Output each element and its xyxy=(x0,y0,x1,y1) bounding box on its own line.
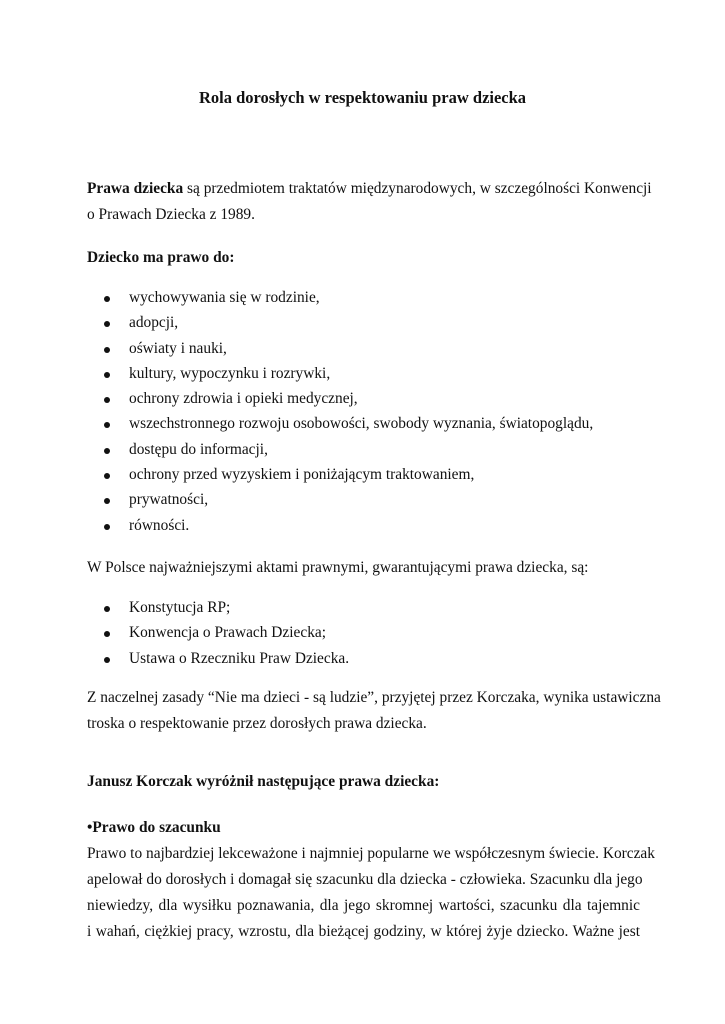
intro-lead: Prawa dziecka xyxy=(87,180,184,197)
bullet-icon xyxy=(104,524,110,530)
list-item: wychowywania się w rodzinie, xyxy=(87,285,640,310)
bullet-icon xyxy=(104,372,110,378)
respect-line-3: niewiedzy, dla wysiłku poznawania, dla jego skromnej wartości, szacunku dla tajemnic xyxy=(87,897,640,914)
principle-paragraph xyxy=(87,685,661,737)
bullet-icon xyxy=(104,498,110,504)
bullet-icon xyxy=(104,347,110,353)
principle-line-1: Z naczelnej zasady “Nie ma dzieci - są ludzie”, przyjętej przez Korczaka, wynika ustawiczna xyxy=(87,689,661,706)
respect-heading: •Prawo do szacunku xyxy=(87,819,221,836)
bullet-icon xyxy=(104,321,110,327)
rights-heading: Dziecko ma prawo do: xyxy=(87,249,235,266)
korczak-heading: Janusz Korczak wyróżnił następujące prawa dziecka: xyxy=(87,773,440,790)
list-item: dostępu do informacji, xyxy=(87,437,640,462)
bullet-icon xyxy=(104,473,110,479)
intro-paragraph xyxy=(87,176,652,228)
bullet-icon xyxy=(104,606,110,612)
intro-line-2: o Prawach Dziecka z 1989. xyxy=(87,206,255,223)
list-item: oświaty i nauki, xyxy=(87,336,640,361)
bullet-icon xyxy=(104,448,110,454)
respect-line-2: apelował do dorosłych i domagał się szacunku dla dziecka - człowieka. Szacunku dla jego xyxy=(87,871,643,888)
intro-line-1: są przedmiotem traktatów międzynarodowych, w szczególności Konwencji xyxy=(183,180,652,197)
list-item: wszechstronnego rozwoju osobowości, swobody wyznania, światopoglądu, xyxy=(87,411,640,436)
list-item: prywatności, xyxy=(87,487,640,512)
bullet-icon xyxy=(104,422,110,428)
list-item: Ustawa o Rzeczniku Praw Dziecka. xyxy=(87,646,640,671)
acts-list xyxy=(87,595,640,671)
list-item: ochrony przed wyzyskiem i poniżającym traktowaniem, xyxy=(87,462,640,487)
list-item: równości. xyxy=(87,513,640,538)
bullet-icon xyxy=(104,296,110,302)
bullet-icon xyxy=(104,397,110,403)
document-title: Rola dorosłych w respektowaniu praw dziecka xyxy=(198,88,527,107)
principle-line-2: troska o respektowanie przez dorosłych prawa dziecka. xyxy=(87,715,427,732)
rights-list xyxy=(87,285,640,538)
bullet-icon xyxy=(104,657,110,663)
bullet-icon xyxy=(104,631,110,637)
list-item: ochrony zdrowia i opieki medycznej, xyxy=(87,386,640,411)
list-item: adopcji, xyxy=(87,310,640,335)
poland-sentence: W Polsce najważniejszymi aktami prawnymi, gwarantującymi prawa dziecka, są: xyxy=(87,559,589,576)
respect-line-1: Prawo to najbardziej lekceważone i najmniej popularne we współczesnym świecie. Korczak xyxy=(87,845,655,862)
list-item: kultury, wypoczynku i rozrywki, xyxy=(87,361,640,386)
respect-line-4: i wahań, ciężkiej pracy, wzrostu, dla bieżącej godziny, w której żyje dziecko. Ważne jest xyxy=(87,923,640,940)
list-item: Konwencja o Prawach Dziecka; xyxy=(87,620,640,645)
list-item: Konstytucja RP; xyxy=(87,595,640,620)
respect-paragraph xyxy=(87,841,655,945)
